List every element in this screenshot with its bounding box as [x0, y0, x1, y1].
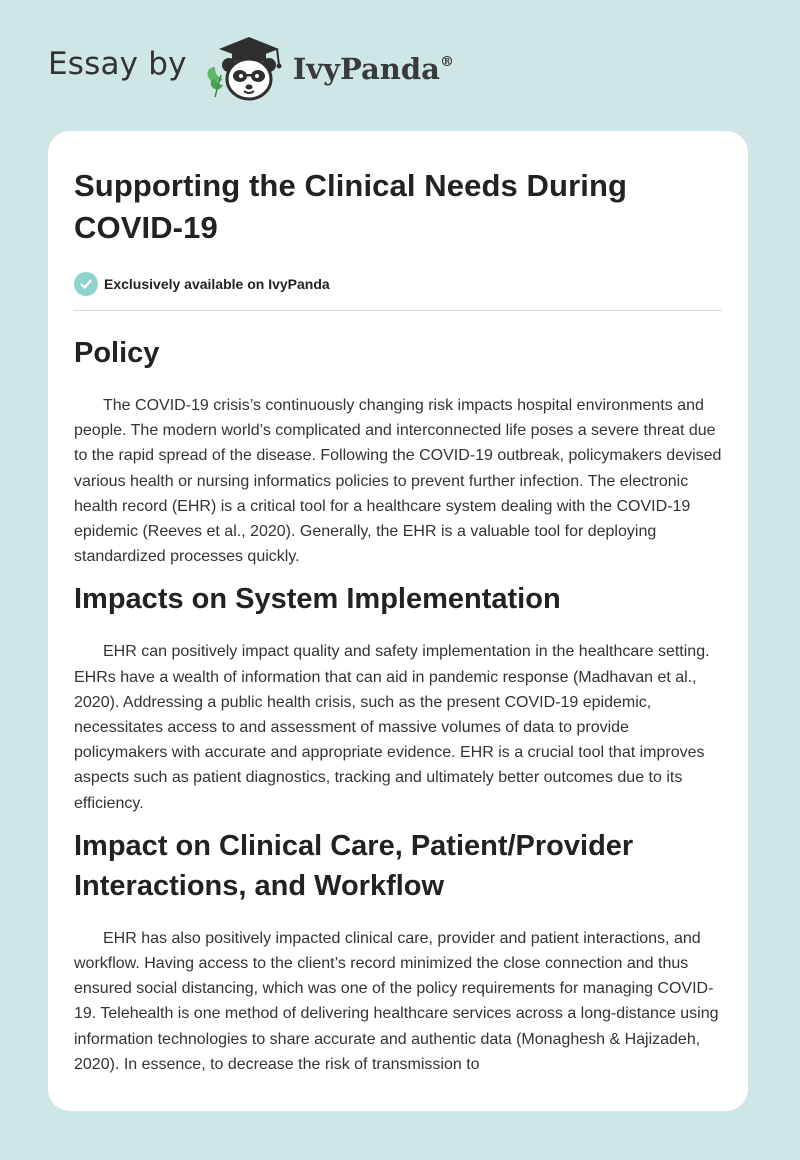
section-heading-clinical-care: Impact on Clinical Care, Patient/Provider Interactions, and Workflow: [74, 829, 634, 902]
section-body-system-implementation: EHR can positively impact quality and safety implementation in the healthcare setting. EHRs have a wealth of information that can aid in pandemic response (Madhavan et al., 2020). Addressing a public health crisis, such as the present COVID-19 epidemic, necessitates access to and assessment of massive volumes of data to provide policymakers with accurate and appropriate evidence. EHR is a crucial tool that improves aspects such as patient diagnostics, tracking and ultimately better outcomes due to its efficiency.: [74, 643, 710, 812]
exclusive-badge-text: Exclusively available on IvyPanda: [104, 276, 330, 292]
essay-card: [48, 131, 748, 1111]
title-divider: [74, 310, 722, 311]
section-body-clinical-care: EHR has also positively impacted clinical care, provider and patient interactions, and workflow. Having access to the client’s record minimized the close connection and thus ensured social distancing, which was one of the policy requirements for managing COVID-19. Telehealth is one method of delivering healthcare services across a long-distance using information technologies to share accurate and authentic data (Monaghesh & Hajizadeh, 2020). In essence, to decrease the risk of transmission to: [74, 929, 719, 1073]
essay-by-label: Essay by: [48, 46, 187, 82]
section-body-policy: The COVID-19 crisis’s continuously changing risk impacts hospital environments and people. The modern world’s complicated and interconnected life poses a severe threat due to the rapid spread of the disease. Following the COVID-19 outbreak, policymakers devised various health or nursing informatics policies to prevent further infection. The electronic health record (EHR) is a critical tool for a healthcare system dealing with the COVID-19 epidemic (Reeves et al., 2020). Generally, the EHR is a valuable tool for deploying standardized processes quickly.: [74, 397, 722, 566]
registered-mark: ®: [439, 54, 454, 70]
section-heading-policy: Policy: [74, 337, 160, 369]
site-header: [48, 30, 748, 110]
check-circle-icon: [74, 272, 98, 296]
essay-title: Supporting the Clinical Needs During COVID-19: [74, 168, 628, 245]
brand-name[interactable]: [293, 52, 454, 86]
brand-name-text: IvyPanda: [292, 52, 440, 86]
ivypanda-panda-logo-icon[interactable]: [201, 27, 289, 105]
section-heading-system-implementation: Impacts on System Implementation: [74, 583, 561, 616]
exclusive-badge: [74, 271, 722, 297]
